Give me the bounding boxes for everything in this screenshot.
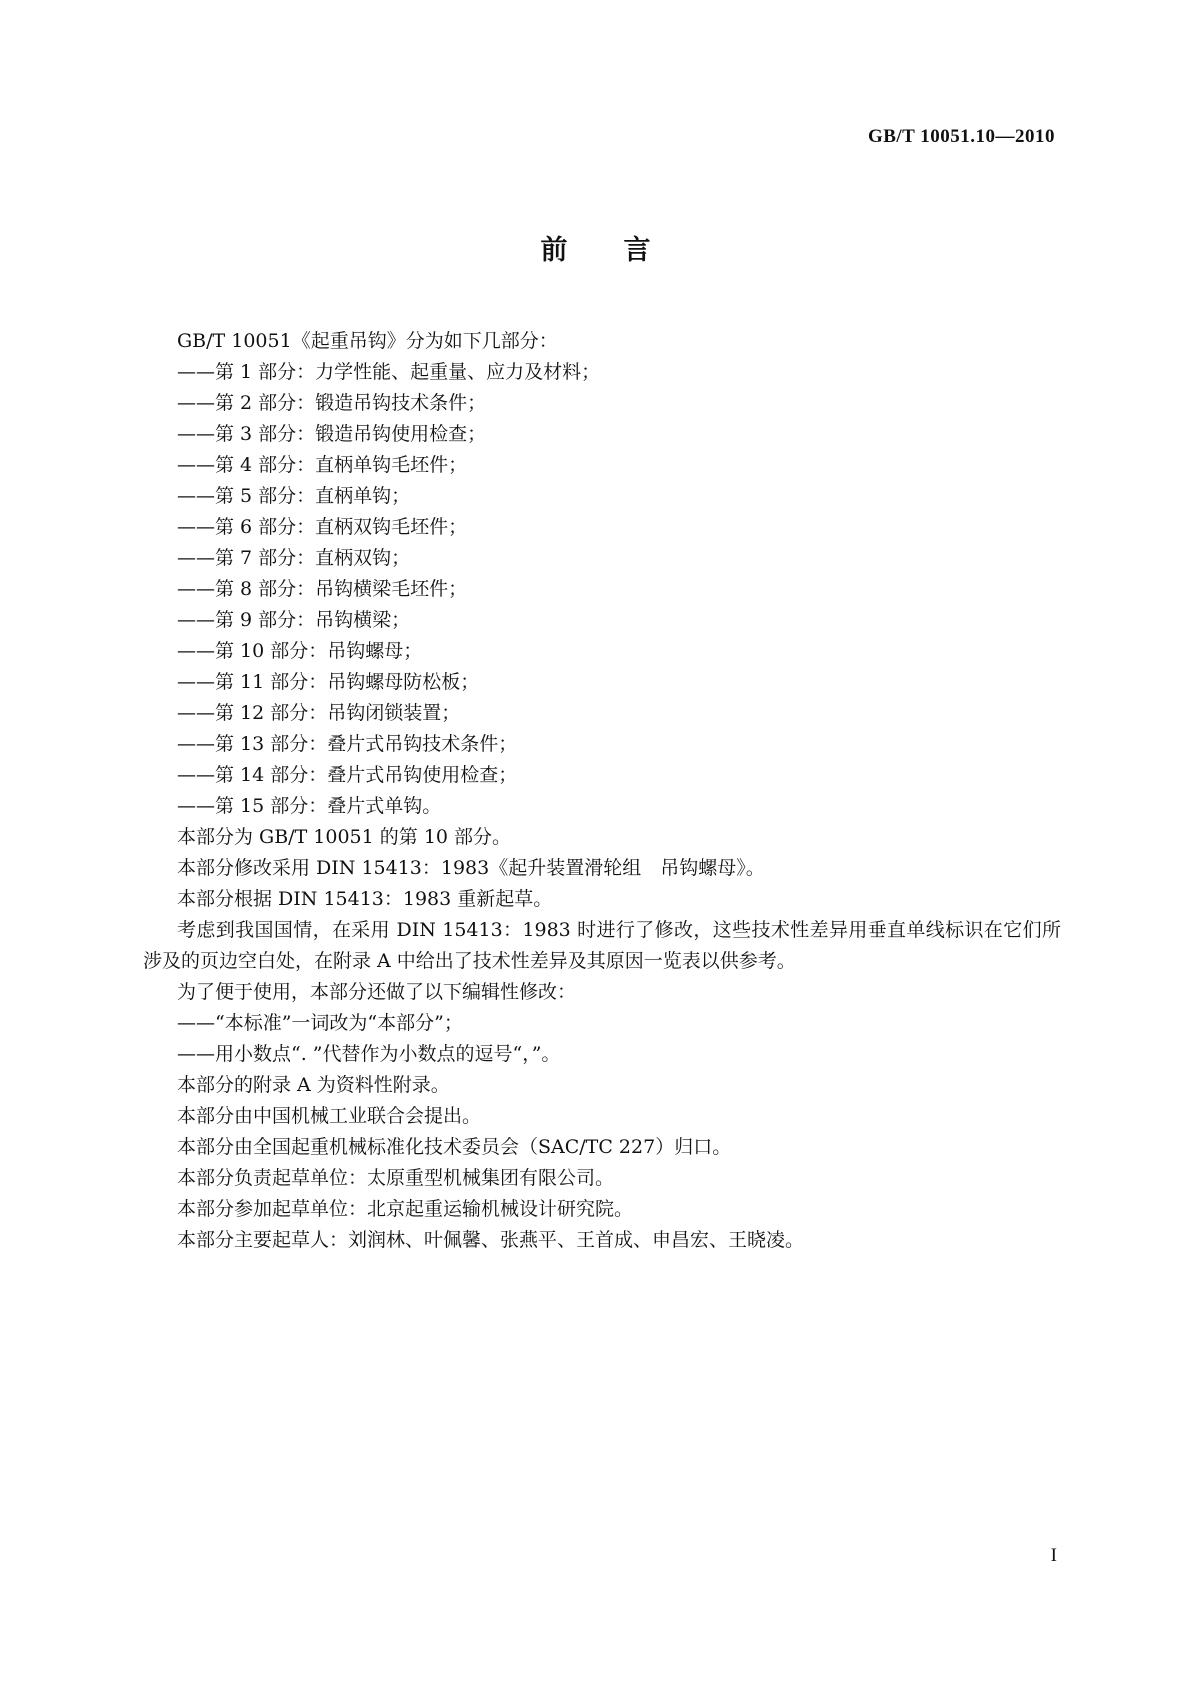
list-item-part-15: ——第 15 部分：叠片式单钩。 [177, 795, 442, 817]
list-item-part-14: ——第 14 部分：叠片式吊钩使用检查； [177, 764, 518, 786]
paragraph-technical-differences: 考虑到我国国情，在采用 DIN 15413：1983 时进行了修改，这些技术性差异用垂直单线标识在它们所涉及的页边空白处，在附录 A 中给出了技术性差异及其原因一览表以供参考。 [143, 919, 1061, 972]
paragraph-centralized-by: 本部分由全国起重机械标准化技术委员会（SAC/TC 227）归口。 [177, 1136, 732, 1158]
list-item-part-11: ——第 11 部分：吊钩螺母防松板； [177, 671, 480, 693]
list-item-part-7: ——第 7 部分：直柄双钩； [177, 547, 411, 569]
paragraph-proposed-by: 本部分由中国机械工业联合会提出。 [177, 1105, 482, 1127]
list-item-part-4: ——第 4 部分：直柄单钩毛坯件； [177, 454, 468, 476]
paragraph-responsible-drafter: 本部分负责起草单位：太原重型机械集团有限公司。 [177, 1167, 615, 1189]
list-item-part-3: ——第 3 部分：锻造吊钩使用检查； [177, 423, 487, 445]
list-item-part-8: ——第 8 部分：吊钩横梁毛坯件； [177, 578, 468, 600]
list-item-part-5: ——第 5 部分：直柄单钩； [177, 485, 411, 507]
paragraph-main-drafters: 本部分主要起草人：刘润林、叶佩馨、张燕平、王首成、申昌宏、王晓凌。 [177, 1229, 805, 1251]
list-item-part-10: ——第 10 部分：吊钩螺母； [177, 640, 423, 662]
list-item-part-13: ——第 13 部分：叠片式吊钩技术条件； [177, 733, 518, 755]
list-item-part-2: ——第 2 部分：锻造吊钩技术条件； [177, 392, 487, 414]
list-item-part-6: ——第 6 部分：直柄双钩毛坯件； [177, 516, 468, 538]
paragraph-editorial-intro: 为了便于使用，本部分还做了以下编辑性修改： [177, 981, 577, 1003]
document-code: GB/T 10051.10—2010 [867, 126, 1055, 147]
foreword-body [143, 326, 1061, 1256]
paragraph-part-statement: 本部分为 GB/T 10051 的第 10 部分。 [177, 826, 512, 848]
list-item-editorial-2: ——用小数点“. ”代替作为小数点的逗号“，”。 [177, 1043, 561, 1065]
paragraph-redrafted: 本部分根据 DIN 15413：1983 重新起草。 [177, 888, 553, 910]
paragraph-adoption: 本部分修改采用 DIN 15413：1983《起升装置滑轮组 吊钩螺母》。 [177, 857, 765, 879]
paragraph-intro: GB/T 10051《起重吊钩》分为如下几部分： [177, 330, 558, 352]
list-item-editorial-1: ——“本标准”一词改为“本部分”； [177, 1012, 463, 1034]
paragraph-participating-drafter: 本部分参加起草单位：北京起重运输机械设计研究院。 [177, 1198, 634, 1220]
page-number: I [1050, 1545, 1057, 1566]
list-item-part-12: ——第 12 部分：吊钩闭锁装置； [177, 702, 461, 724]
list-item-part-1: ——第 1 部分：力学性能、起重量、应力及材料； [177, 361, 601, 383]
list-item-part-9: ——第 9 部分：吊钩横梁； [177, 609, 411, 631]
page-title: 前言 [540, 235, 707, 266]
paragraph-annex: 本部分的附录 A 为资料性附录。 [177, 1074, 450, 1096]
